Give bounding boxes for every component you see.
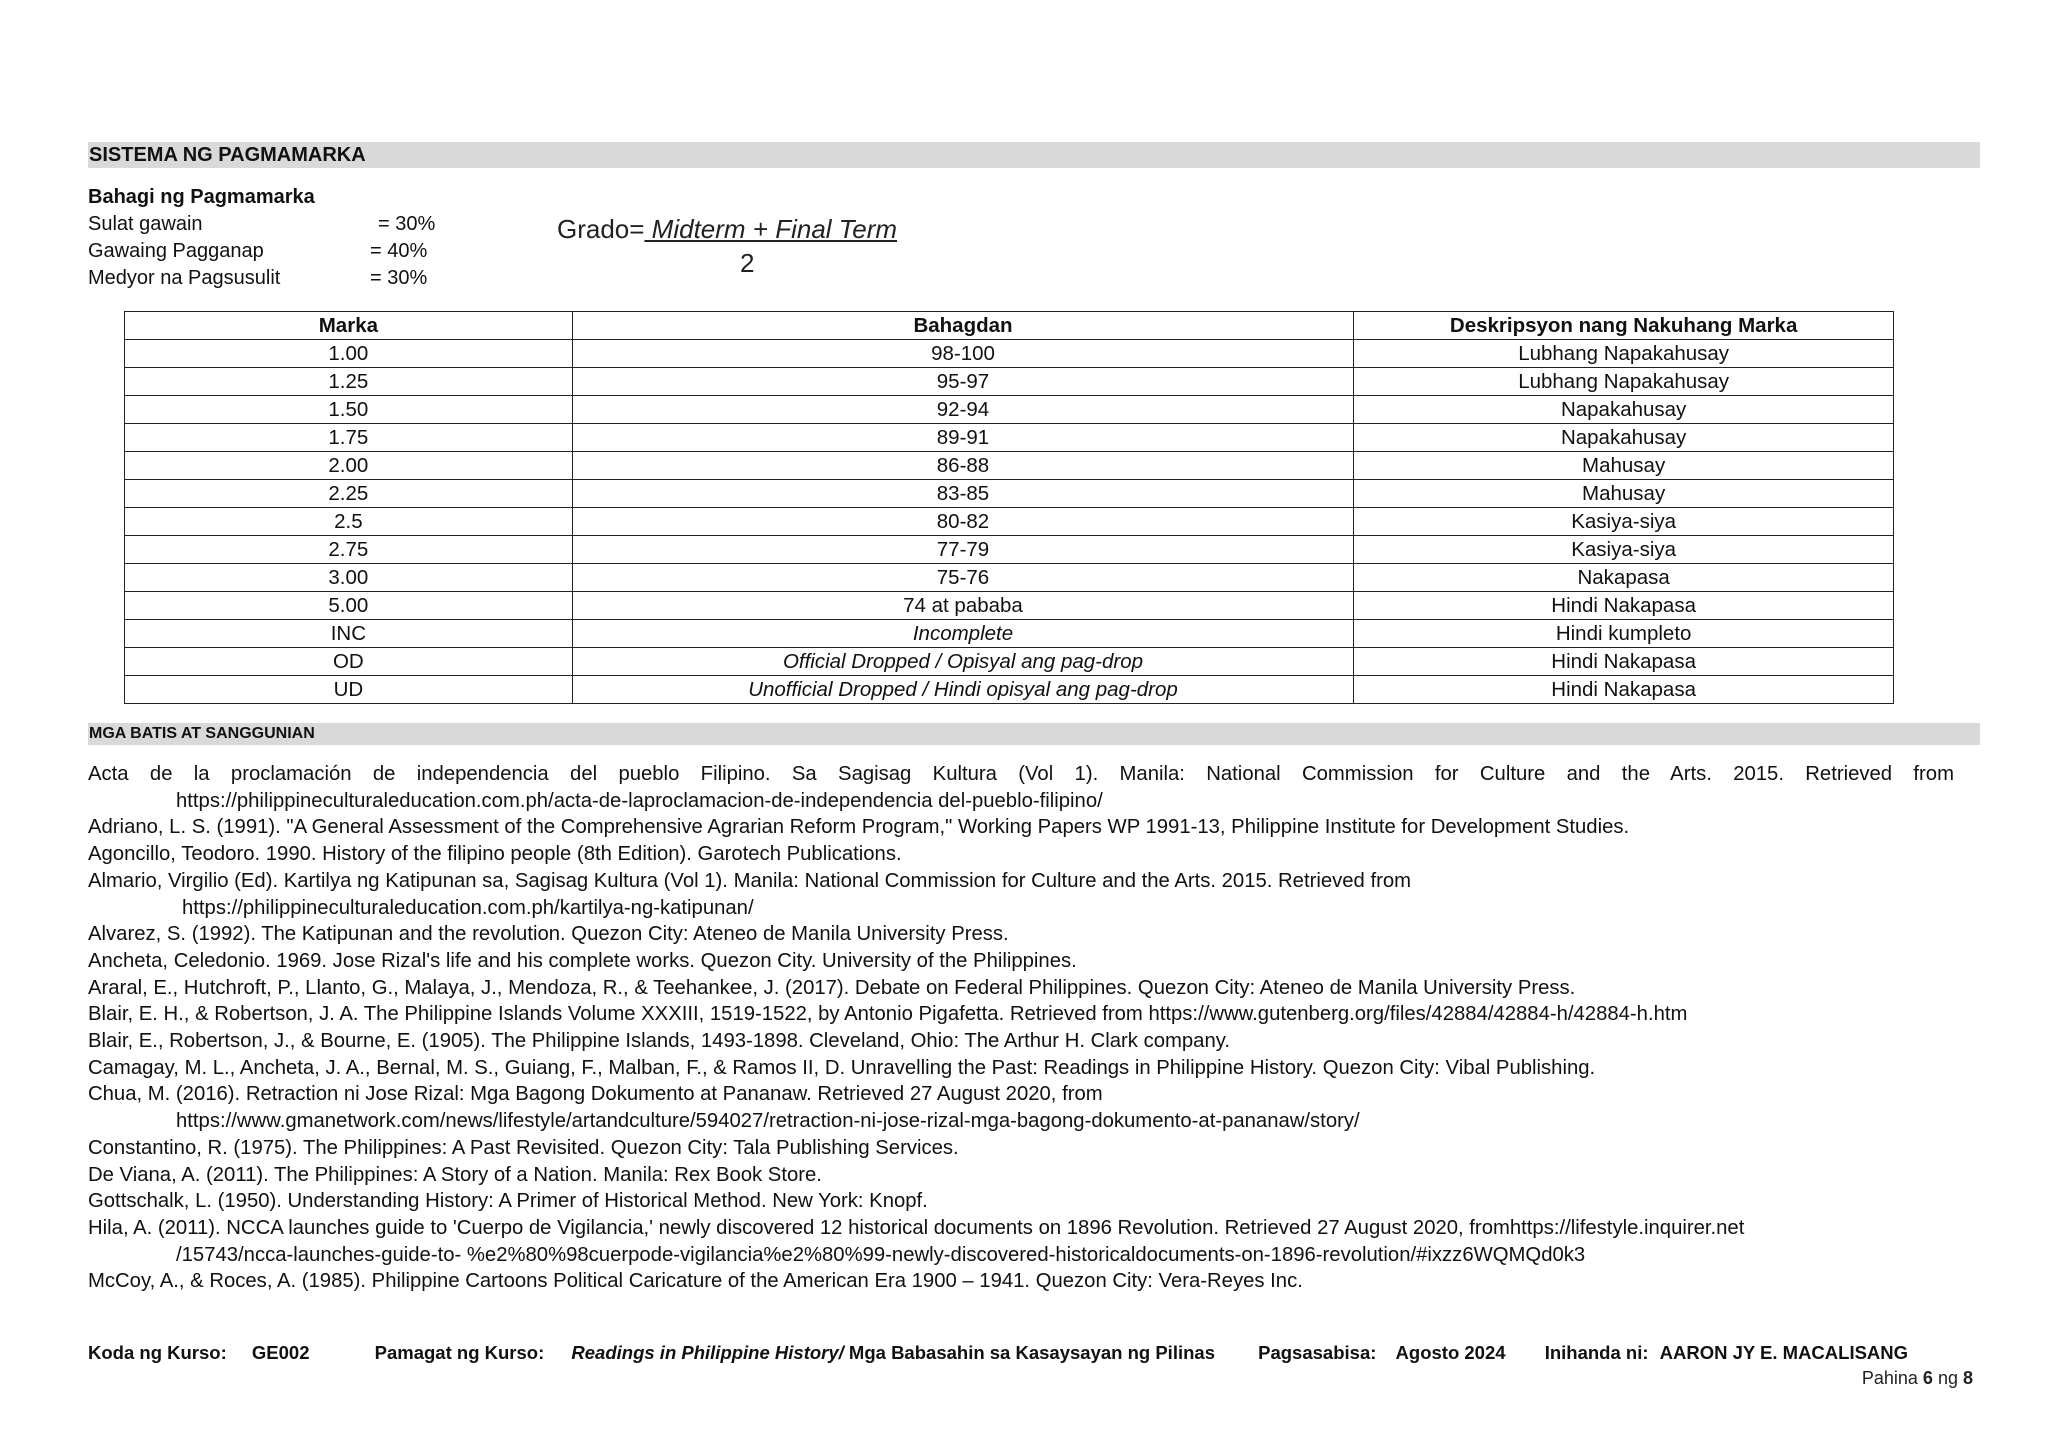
reference-item xyxy=(88,1081,1954,1108)
reference-item xyxy=(88,1188,1954,1215)
grade-table-header xyxy=(125,312,1894,340)
reference-text: Hila, A. (2011). NCCA launches guide to 'Cuerpo de Vigilancia,' newly discovered 12 historical documents on 1896 Revolution. Retrieved 27 August 2020, fromhttps://lifestyle.inquirer.net xyxy=(88,1216,1745,1239)
weight-label: Gawaing Pagganap xyxy=(88,240,264,262)
reference-item xyxy=(88,1268,1954,1295)
reference-text: Acta de la proclamación de independencia del pueblo Filipino. Sa Sagisag Kultura (Vol 1). Manila: National Commission for Culture and the Arts. 2015. Retrieved from xyxy=(88,763,1954,785)
grade-cell-bahagdan: 80-82 xyxy=(572,508,1354,536)
prepared-by: AARON JY E. MACALISANG xyxy=(1659,1342,1909,1363)
grade-cell-bahagdan: 98-100 xyxy=(572,340,1354,368)
page-total: 8 xyxy=(1962,1368,1973,1388)
weight-value: = 40% xyxy=(370,240,428,262)
reference-url: /15743/ncca-launches-guide-to- %e2%80%98cuerpode-vigilancia%e2%80%99-newly-discovered-historicaldocuments-on-1896-revolution/#ixzz6WQMQd0k3 xyxy=(176,1243,1586,1266)
revision-label: Pagsasabisa: xyxy=(1258,1342,1377,1363)
grade-cell-marka: INC xyxy=(125,620,573,648)
reference-text: Almario, Virgilio (Ed). Kartilya ng Katipunan sa, Sagisag Kultura (Vol 1). Manila: National Commission for Culture and the Arts. 2015. Retrieved from xyxy=(88,869,1412,892)
grade-cell-marka: 3.00 xyxy=(125,564,573,592)
reference-item xyxy=(88,814,1954,841)
grade-cell-marka: 1.50 xyxy=(125,396,573,424)
reference-text: McCoy, A., & Roces, A. (1985). Philippine Cartoons Political Caricature of the American Era 1900 – 1941. Quezon City: Vera-Reyes Inc. xyxy=(88,1270,1303,1293)
grade-cell-marka: 5.00 xyxy=(125,592,573,620)
grade-cell-marka: 2.00 xyxy=(125,452,573,480)
grade-table-row xyxy=(125,536,1894,564)
reference-item xyxy=(88,868,1954,895)
grade-cell-bahagdan: 89-91 xyxy=(572,424,1354,452)
grade-cell-bahagdan: Incomplete xyxy=(572,620,1354,648)
grading-section-title: SISTEMA NG PAGMAMARKA xyxy=(88,142,1980,168)
formula-denominator: 2 xyxy=(740,248,755,278)
reference-item xyxy=(88,975,1954,1002)
grade-cell-bahagdan: 83-85 xyxy=(572,480,1354,508)
reference-item xyxy=(88,841,1954,868)
course-code-label: Koda ng Kurso: xyxy=(88,1342,227,1363)
reference-text: Chua, M. (2016). Retraction ni Jose Rizal: Mga Bagong Dokumento at Pananaw. Retrieved 27 August 2020, from xyxy=(88,1083,1103,1106)
reference-text: Gottschalk, L. (1950). Understanding History: A Primer of Historical Method. New York: Knopf. xyxy=(88,1190,928,1213)
grade-table-row xyxy=(125,676,1894,704)
reference-text: Alvarez, S. (1992). The Katipunan and the revolution. Quezon City: Ateneo de Manila University Press. xyxy=(88,923,1009,946)
weight-row xyxy=(88,238,428,265)
references-list xyxy=(88,761,1954,1295)
grade-cell-marka: UD xyxy=(125,676,573,704)
reference-text: Araral, E., Hutchroft, P., Llanto, G., Malaya, J., Mendoza, R., & Teehankee, J. (2017). Debate on Federal Philippines. Quezon City: Ateneo de Manila University Press. xyxy=(88,976,1576,999)
reference-text: De Viana, A. (2011). The Philippines: A Story of a Nation. Manila: Rex Book Store. xyxy=(88,1163,822,1186)
header-marka: Marka xyxy=(125,312,573,340)
grade-table-row xyxy=(125,424,1894,452)
grade-cell-deskripsyon: Hindi kumpleto xyxy=(1354,620,1894,648)
reference-url: https://philippineculturaleducation.com.ph/kartilya-ng-katipunan/ xyxy=(182,896,754,919)
reference-text: Ancheta, Celedonio. 1969. Jose Rizal's life and his complete works. Quezon City. University of the Philippines. xyxy=(88,949,1077,972)
grade-table-row xyxy=(125,480,1894,508)
weight-value: = 30% xyxy=(378,213,436,235)
grade-cell-deskripsyon: Hindi Nakapasa xyxy=(1354,676,1894,704)
page-current: 6 xyxy=(1922,1368,1933,1388)
grade-cell-deskripsyon: Mahusay xyxy=(1354,452,1894,480)
grading-weights xyxy=(88,184,436,292)
revision-date: Agosto 2024 xyxy=(1395,1342,1506,1363)
reference-item xyxy=(88,1001,1954,1028)
grade-cell-bahagdan: Official Dropped / Opisyal ang pag-drop xyxy=(572,648,1354,676)
reference-text: Agoncillo, Teodoro. 1990. History of the filipino people (8th Edition). Garotech Publications. xyxy=(88,843,902,866)
grade-cell-bahagdan: Unofficial Dropped / Hindi opisyal ang pag-drop xyxy=(572,676,1354,704)
grade-table-row xyxy=(125,368,1894,396)
grade-cell-bahagdan: 77-79 xyxy=(572,536,1354,564)
grade-cell-deskripsyon: Napakahusay xyxy=(1354,396,1894,424)
grade-cell-deskripsyon: Nakapasa xyxy=(1354,564,1894,592)
course-code: GE002 xyxy=(251,1342,310,1363)
reference-item xyxy=(88,1162,1954,1189)
grade-cell-marka: 2.25 xyxy=(125,480,573,508)
page-prefix: Pahina xyxy=(1861,1368,1918,1388)
reference-text: Constantino, R. (1975). The Philippines: A Past Revisited. Quezon City: Tala Publishing Services. xyxy=(88,1136,959,1159)
grade-table-row xyxy=(125,564,1894,592)
reference-text: Blair, E. H., & Robertson, J. A. The Philippine Islands Volume XXXIII, 1519-1522, by Antonio Pigafetta. Retrieved from https://www.gutenberg.org/files/42884/42884-h/42884-h.htm xyxy=(88,1003,1688,1026)
grade-table xyxy=(124,311,1894,704)
reference-item xyxy=(88,1215,1954,1242)
grade-cell-deskripsyon: Mahusay xyxy=(1354,480,1894,508)
grade-cell-marka: 2.5 xyxy=(125,508,573,536)
page-number xyxy=(1862,1368,1973,1389)
grade-cell-deskripsyon: Lubhang Napakahusay xyxy=(1354,368,1894,396)
header-bahagdan: Bahagdan xyxy=(572,312,1354,340)
grade-table-row xyxy=(125,620,1894,648)
grade-cell-deskripsyon: Hindi Nakapasa xyxy=(1354,592,1894,620)
reference-item xyxy=(88,921,1954,948)
page-mid: ng xyxy=(1937,1368,1958,1388)
weight-value: = 30% xyxy=(370,267,428,289)
grade-cell-bahagdan: 92-94 xyxy=(572,396,1354,424)
grade-cell-marka: 1.25 xyxy=(125,368,573,396)
grade-cell-deskripsyon: Kasiya-siya xyxy=(1354,508,1894,536)
reference-text: Camagay, M. L., Ancheta, J. A., Bernal, M. S., Guiang, F., Malban, F., & Ramos II, D. Unravelling the Past: Readings in Philippine History. Quezon City: Vibal Publishing. xyxy=(88,1056,1596,1079)
formula-numerator: Midterm + Final Term xyxy=(644,214,898,244)
references-section-title: MGA BATIS AT SANGGUNIAN xyxy=(88,723,1980,745)
grade-table-row xyxy=(125,508,1894,536)
reference-item xyxy=(88,1028,1954,1055)
reference-item xyxy=(88,1055,1954,1082)
reference-item xyxy=(88,761,1954,788)
reference-url: https://philippineculturaleducation.com.ph/acta-de-laproclamacion-de-independencia del-pueblo-filipino/ xyxy=(176,789,1103,812)
grade-cell-bahagdan: 75-76 xyxy=(572,564,1354,592)
reference-text: Blair, E., Robertson, J., & Bourne, E. (1905). The Philippine Islands, 1493-1898. Cleveland, Ohio: The Arthur H. Clark company. xyxy=(88,1030,1230,1053)
weight-label: Medyor na Pagsusulit xyxy=(88,267,281,289)
grade-cell-bahagdan: 95-97 xyxy=(572,368,1354,396)
weight-row xyxy=(88,265,428,292)
grade-cell-deskripsyon: Napakahusay xyxy=(1354,424,1894,452)
grade-cell-deskripsyon: Lubhang Napakahusay xyxy=(1354,340,1894,368)
grade-cell-deskripsyon: Hindi Nakapasa xyxy=(1354,648,1894,676)
grade-cell-deskripsyon: Kasiya-siya xyxy=(1354,536,1894,564)
grade-table-row xyxy=(125,396,1894,424)
weight-label: Sulat gawain xyxy=(88,213,203,235)
grade-cell-marka: 1.00 xyxy=(125,340,573,368)
course-title-rest: Mga Babasahin sa Kasaysayan ng Pilinas xyxy=(843,1342,1215,1363)
grade-table-row xyxy=(125,340,1894,368)
prepared-label: Inihanda ni: xyxy=(1544,1342,1649,1363)
reference-text: Adriano, L. S. (1991). "A General Assessment of the Comprehensive Agrarian Reform Program," Working Papers WP 1991-13, Philippine Institute for Development Studies. xyxy=(88,816,1630,839)
grade-cell-bahagdan: 74 at pababa xyxy=(572,592,1354,620)
grade-table-row xyxy=(125,452,1894,480)
course-title-italic: Readings in Philippine History/ xyxy=(571,1342,844,1363)
grade-table-row xyxy=(125,592,1894,620)
grade-table-row xyxy=(125,648,1894,676)
weights-title: Bahagi ng Pagmamarka xyxy=(88,186,315,208)
grade-cell-marka: 2.75 xyxy=(125,536,573,564)
grade-cell-bahagdan: 86-88 xyxy=(572,452,1354,480)
weight-row xyxy=(88,211,436,238)
formula-left: Grado= xyxy=(557,214,645,244)
footer xyxy=(88,1342,1908,1364)
grade-formula xyxy=(557,214,897,245)
grade-cell-marka: 1.75 xyxy=(125,424,573,452)
reference-url: https://www.gmanetwork.com/news/lifestyle/artandculture/594027/retraction-ni-jose-rizal-mga-bagong-dokumento-at-pananaw/story/ xyxy=(176,1110,1360,1133)
course-title-label: Pamagat ng Kurso: xyxy=(374,1342,545,1363)
reference-item xyxy=(88,1135,1954,1162)
header-deskripsyon: Deskripsyon nang Nakuhang Marka xyxy=(1354,312,1894,340)
grade-cell-marka: OD xyxy=(125,648,573,676)
reference-item xyxy=(88,948,1954,975)
